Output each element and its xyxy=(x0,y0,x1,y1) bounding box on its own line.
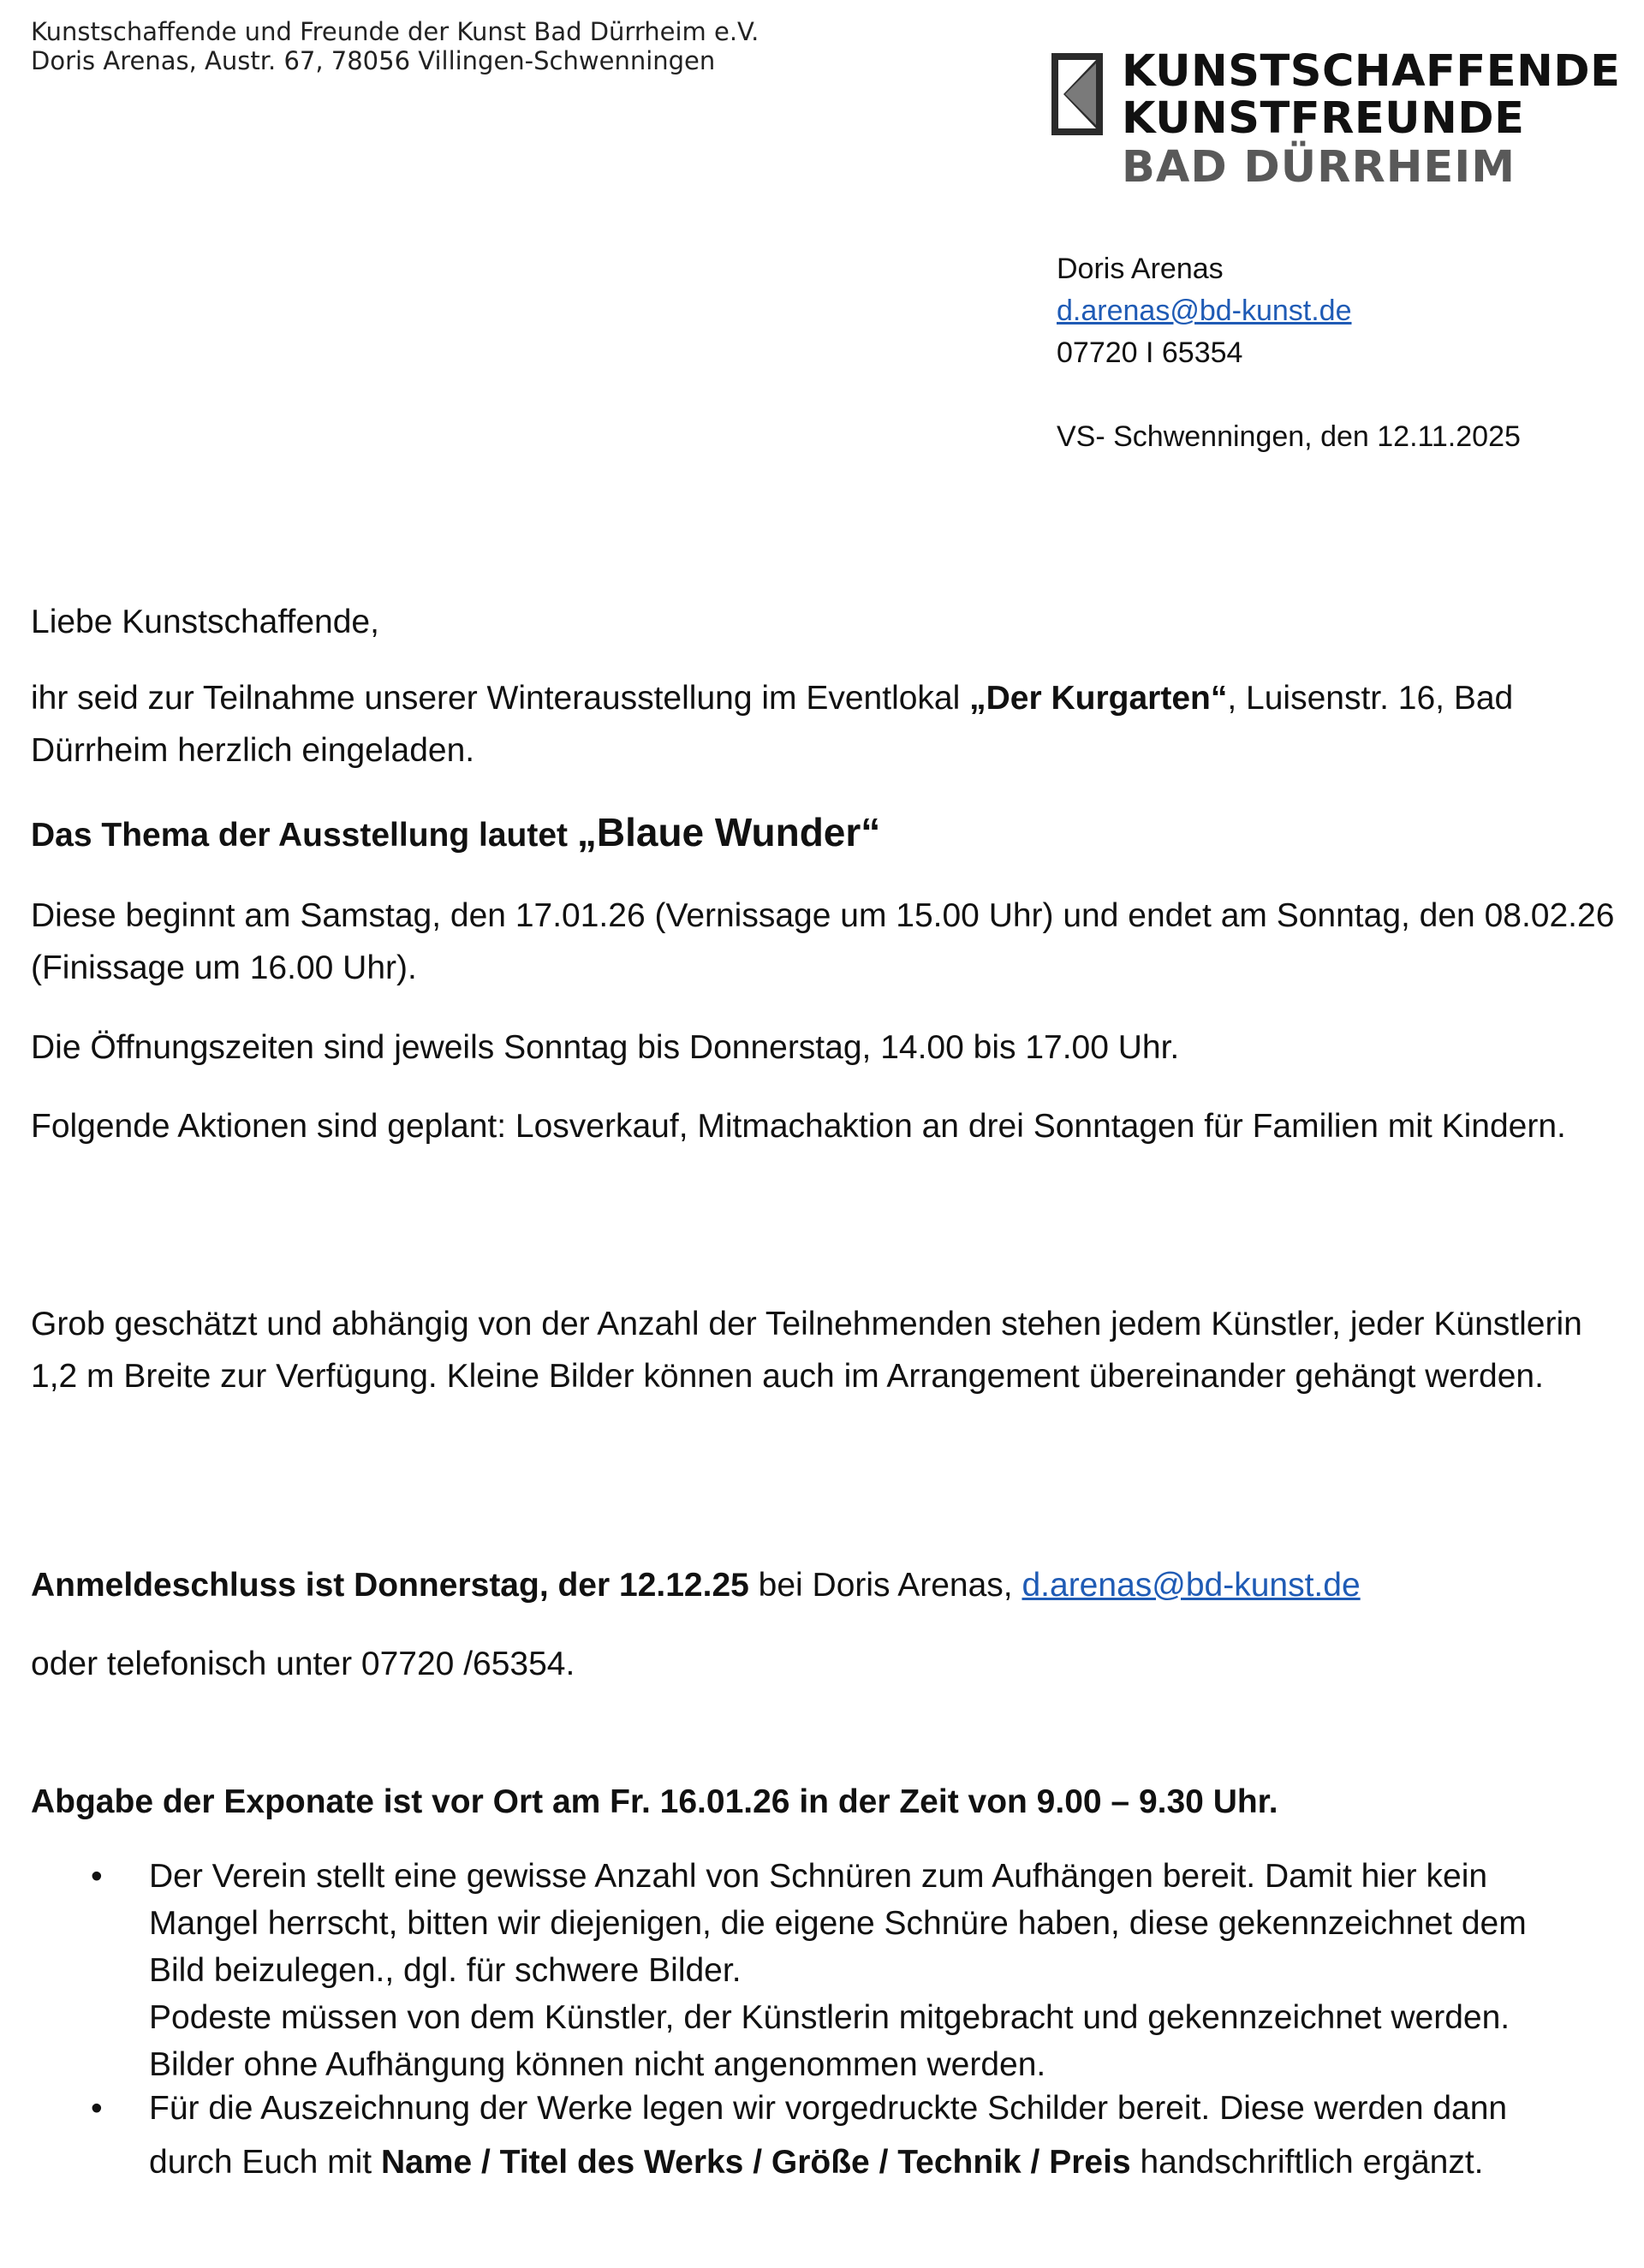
sender-line-1: Kunstschaffende und Freunde der Kunst Bad Dürrheim e.V. xyxy=(31,17,759,46)
logo-line-1: KUNSTSCHAFFENDE xyxy=(1122,46,1621,97)
phone-paragraph: oder telefonisch unter 07720 /65354. xyxy=(31,1646,575,1682)
logo-line-2: KUNSTFREUNDE xyxy=(1122,93,1525,144)
sender-line-2: Doris Arenas, Austr. 67, 78056 Villingen-Schwenningen xyxy=(31,46,716,75)
venue-name: „Der Kurgarten“ xyxy=(969,680,1228,717)
list-item xyxy=(31,2081,1589,2189)
contact-block xyxy=(1057,248,1521,458)
bullet2-bold: Name / Titel des Werks / Größe / Technik / Preis xyxy=(380,2144,1131,2181)
bullet2-text: Für die Auszeichnung der Werke legen wir vorgedruckte Schilder bereit. Diese werden dann durch Euch mit xyxy=(149,2090,1508,2181)
club-logo xyxy=(1051,46,1621,193)
contact-phone: 07720 I 65354 xyxy=(1057,336,1243,369)
bullet-icon: • xyxy=(91,2090,103,2127)
space-paragraph: Grob geschätzt und abhängig von der Anzahl der Teilnehmenden stehen jedem Künstler, jeder Künstlerin 1,2 m Breite zur Verfügung. Kleine Bilder können auch im Arrangement übereinander gehängt werden. xyxy=(31,1306,1582,1395)
theme-label: Das Thema der Ausstellung lautet xyxy=(31,817,577,854)
theme-paragraph xyxy=(31,807,1615,861)
dates-paragraph: Diese beginnt am Samstag, den 17.01.26 (Vernissage um 15.00 Uhr) und endet am Sonntag, den 08.02.26 (Finissage um 16.00 Uhr). xyxy=(31,897,1615,986)
deadline-bold: Anmeldeschluss ist Donnerstag, der 12.12.25 xyxy=(31,1567,749,1604)
bullet2-text-end: handschriftlich ergänzt. xyxy=(1130,2144,1484,2181)
invitation-text: ihr seid zur Teilnahme unserer Winterausstellung im Eventlokal xyxy=(31,680,970,717)
place-date: VS- Schwenningen, den 12.11.2025 xyxy=(1057,420,1521,453)
invitation-text-end: , Luisenstr. 16, Bad Dürrheim herzlich eingeladen. xyxy=(31,680,1514,769)
logo-line-3: BAD DÜRRHEIM xyxy=(1122,142,1516,193)
invitation-paragraph xyxy=(31,672,1615,777)
bullet-icon: • xyxy=(91,1858,103,1895)
delivery-paragraph xyxy=(31,1776,1615,1828)
deadline-paragraph xyxy=(31,1559,1615,1611)
deadline-text: bei Doris Arenas, xyxy=(748,1567,1022,1604)
contact-email-link[interactable]: d.arenas@bd-kunst.de xyxy=(1057,295,1352,327)
instruction-list xyxy=(31,1853,1589,2189)
theme-title: „Blaue Wunder“ xyxy=(576,810,881,854)
delivery-bold: Abgabe der Exponate ist vor Ort am Fr. 16.01.26 in der Zeit von 9.00 – 9.30 Uhr. xyxy=(31,1783,1278,1820)
deadline-email-link[interactable]: d.arenas@bd-kunst.de xyxy=(1022,1567,1361,1604)
list-item xyxy=(31,1853,1589,2088)
contact-name: Doris Arenas xyxy=(1057,253,1224,285)
hours-paragraph: Die Öffnungszeiten sind jeweils Sonntag bis Donnerstag, 14.00 bis 17.00 Uhr. xyxy=(31,1029,1180,1066)
sender-address xyxy=(31,17,759,75)
logo-mark-icon xyxy=(1051,53,1103,135)
bullet1-text-b: Podeste müssen von dem Künstler, der Künstlerin mitgebracht und gekennzeichnet werden. Bilder ohne Aufhängung können nicht angenommen werden. xyxy=(149,1999,1510,2083)
actions-paragraph: Folgende Aktionen sind geplant: Losverkauf, Mitmachaktion an drei Sonntagen für Familien mit Kindern. xyxy=(31,1108,1566,1145)
greeting: Liebe Kunstschaffende, xyxy=(31,604,379,640)
bullet1-text-a: Der Verein stellt eine gewisse Anzahl von Schnüren zum Aufhängen bereit. Damit hier kein Mangel herrscht, bitten wir diejenigen, die eigene Schnüre haben, diese gekennzeichnet dem Bild beizulegen., dgl. für schwere Bilder. xyxy=(149,1858,1527,1989)
